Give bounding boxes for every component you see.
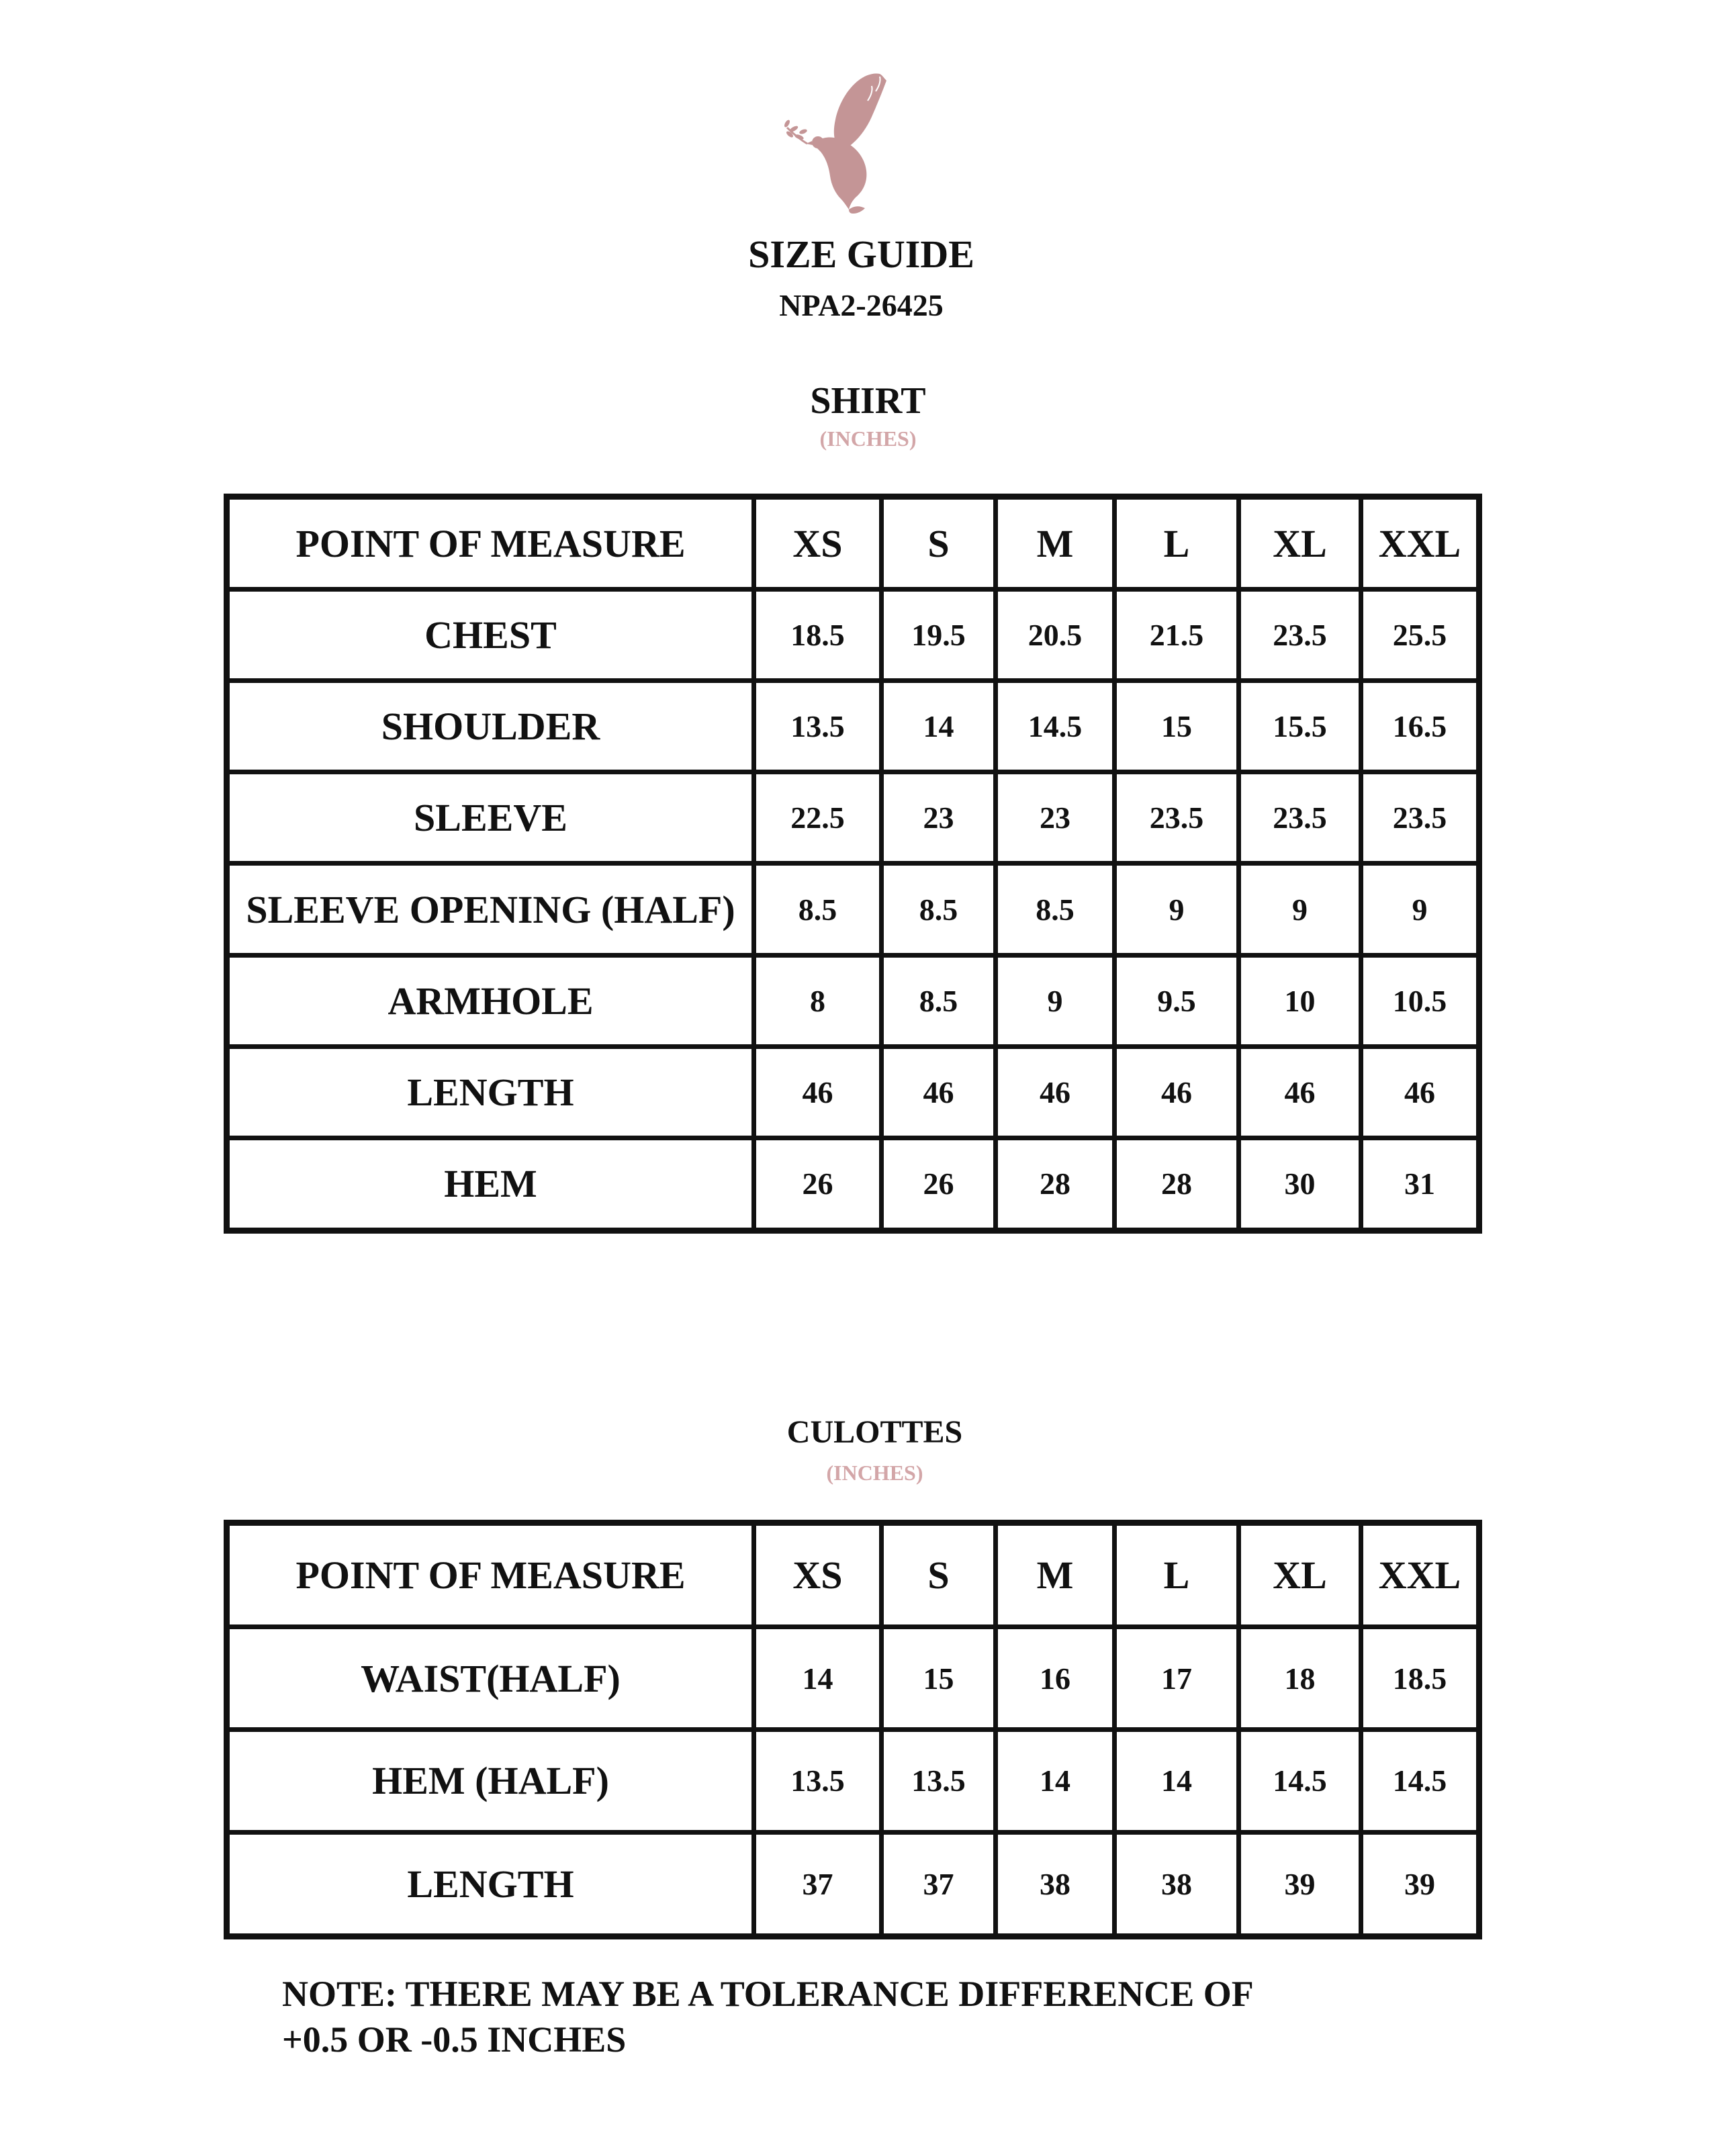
measure-value: 9 xyxy=(996,955,1115,1046)
table-row xyxy=(227,1832,1479,1936)
measure-value: 28 xyxy=(1115,1138,1239,1230)
point-of-measure-header: POINT OF MEASURE xyxy=(227,1523,754,1627)
table-row xyxy=(227,1046,1479,1138)
measure-value: 9 xyxy=(1239,864,1361,955)
measure-value: 9.5 xyxy=(1115,955,1239,1046)
measure-value: 8.5 xyxy=(996,864,1115,955)
measure-label: ARMHOLE xyxy=(227,955,754,1046)
measure-value: 37 xyxy=(882,1832,996,1936)
measure-value: 26 xyxy=(754,1138,882,1230)
measure-label: HEM (HALF) xyxy=(227,1729,754,1832)
measure-value: 23.5 xyxy=(1115,772,1239,864)
table-header-row xyxy=(227,497,1479,590)
dove-with-olive-branch-icon xyxy=(779,67,913,215)
measure-value: 8.5 xyxy=(882,864,996,955)
measure-value: 14 xyxy=(1115,1729,1239,1832)
measure-label: SHOULDER xyxy=(227,681,754,772)
shirt-section-title: SHIRT xyxy=(810,380,926,422)
table-row xyxy=(227,1138,1479,1230)
table-row xyxy=(227,864,1479,955)
measure-value: 18.5 xyxy=(754,590,882,681)
table-row xyxy=(227,590,1479,681)
measure-value: 46 xyxy=(882,1046,996,1138)
measure-value: 18.5 xyxy=(1361,1627,1479,1730)
measure-value: 15 xyxy=(882,1627,996,1730)
measure-value: 10.5 xyxy=(1361,955,1479,1046)
table-row xyxy=(227,681,1479,772)
measure-value: 8 xyxy=(754,955,882,1046)
measure-label: WAIST(HALF) xyxy=(227,1627,754,1730)
size-header: XXL xyxy=(1361,497,1479,590)
measure-value: 38 xyxy=(1115,1832,1239,1936)
measure-value: 10 xyxy=(1239,955,1361,1046)
size-header: M xyxy=(996,497,1115,590)
measure-value: 23 xyxy=(996,772,1115,864)
measure-value: 22.5 xyxy=(754,772,882,864)
shirt-units-label: (INCHES) xyxy=(819,426,917,451)
culottes-size-table xyxy=(224,1520,1482,1939)
measure-value: 8.5 xyxy=(754,864,882,955)
measure-value: 9 xyxy=(1115,864,1239,955)
tolerance-note-line: +0.5 OR -0.5 INCHES xyxy=(282,2019,627,2060)
measure-label: LENGTH xyxy=(227,1832,754,1936)
measure-value: 28 xyxy=(996,1138,1115,1230)
measure-value: 39 xyxy=(1239,1832,1361,1936)
size-header: L xyxy=(1115,1523,1239,1627)
size-header: S xyxy=(882,497,996,590)
measure-value: 23.5 xyxy=(1239,772,1361,864)
table-header-row xyxy=(227,1523,1479,1627)
tolerance-note xyxy=(282,1971,1491,2062)
measure-value: 46 xyxy=(1361,1046,1479,1138)
measure-label: SLEEVE xyxy=(227,772,754,864)
measure-value: 14.5 xyxy=(1239,1729,1361,1832)
measure-label: LENGTH xyxy=(227,1046,754,1138)
tolerance-note-line: NOTE: THERE MAY BE A TOLERANCE DIFFERENCE OF xyxy=(282,1974,1254,2014)
table-row xyxy=(227,1627,1479,1730)
measure-value: 16 xyxy=(996,1627,1115,1730)
size-header: L xyxy=(1115,497,1239,590)
measure-value: 31 xyxy=(1361,1138,1479,1230)
measure-value: 38 xyxy=(996,1832,1115,1936)
measure-value: 14 xyxy=(882,681,996,772)
culottes-section-title: CULOTTES xyxy=(786,1414,963,1450)
measure-label: CHEST xyxy=(227,590,754,681)
measure-value: 26 xyxy=(882,1138,996,1230)
measure-value: 16.5 xyxy=(1361,681,1479,772)
measure-value: 46 xyxy=(996,1046,1115,1138)
size-header: XS xyxy=(754,497,882,590)
measure-value: 46 xyxy=(754,1046,882,1138)
measure-value: 25.5 xyxy=(1361,590,1479,681)
measure-value: 18 xyxy=(1239,1627,1361,1730)
measure-value: 30 xyxy=(1239,1138,1361,1230)
measure-value: 13.5 xyxy=(882,1729,996,1832)
measure-label: SLEEVE OPENING (HALF) xyxy=(227,864,754,955)
measure-value: 14.5 xyxy=(996,681,1115,772)
measure-value: 9 xyxy=(1361,864,1479,955)
measure-value: 23.5 xyxy=(1361,772,1479,864)
measure-value: 15.5 xyxy=(1239,681,1361,772)
measure-value: 14 xyxy=(996,1729,1115,1832)
shirt-size-table xyxy=(224,494,1482,1234)
measure-value: 37 xyxy=(754,1832,882,1936)
size-header: XL xyxy=(1239,497,1361,590)
measure-value: 14.5 xyxy=(1361,1729,1479,1832)
measure-value: 23 xyxy=(882,772,996,864)
measure-value: 8.5 xyxy=(882,955,996,1046)
style-code: NPA2-26425 xyxy=(779,288,944,322)
measure-value: 21.5 xyxy=(1115,590,1239,681)
measure-value: 39 xyxy=(1361,1832,1479,1936)
point-of-measure-header: POINT OF MEASURE xyxy=(227,497,754,590)
measure-value: 19.5 xyxy=(882,590,996,681)
culottes-units-label: (INCHES) xyxy=(826,1461,923,1485)
measure-value: 13.5 xyxy=(754,681,882,772)
size-header: M xyxy=(996,1523,1115,1627)
measure-value: 15 xyxy=(1115,681,1239,772)
size-header: XL xyxy=(1239,1523,1361,1627)
measure-value: 13.5 xyxy=(754,1729,882,1832)
size-header: XXL xyxy=(1361,1523,1479,1627)
table-row xyxy=(227,955,1479,1046)
page-title: SIZE GUIDE xyxy=(748,232,974,276)
table-row xyxy=(227,1729,1479,1832)
measure-label: HEM xyxy=(227,1138,754,1230)
measure-value: 46 xyxy=(1239,1046,1361,1138)
table-row xyxy=(227,772,1479,864)
measure-value: 17 xyxy=(1115,1627,1239,1730)
measure-value: 20.5 xyxy=(996,590,1115,681)
measure-value: 14 xyxy=(754,1627,882,1730)
measure-value: 23.5 xyxy=(1239,590,1361,681)
measure-value: 46 xyxy=(1115,1046,1239,1138)
size-header: S xyxy=(882,1523,996,1627)
size-header: XS xyxy=(754,1523,882,1627)
